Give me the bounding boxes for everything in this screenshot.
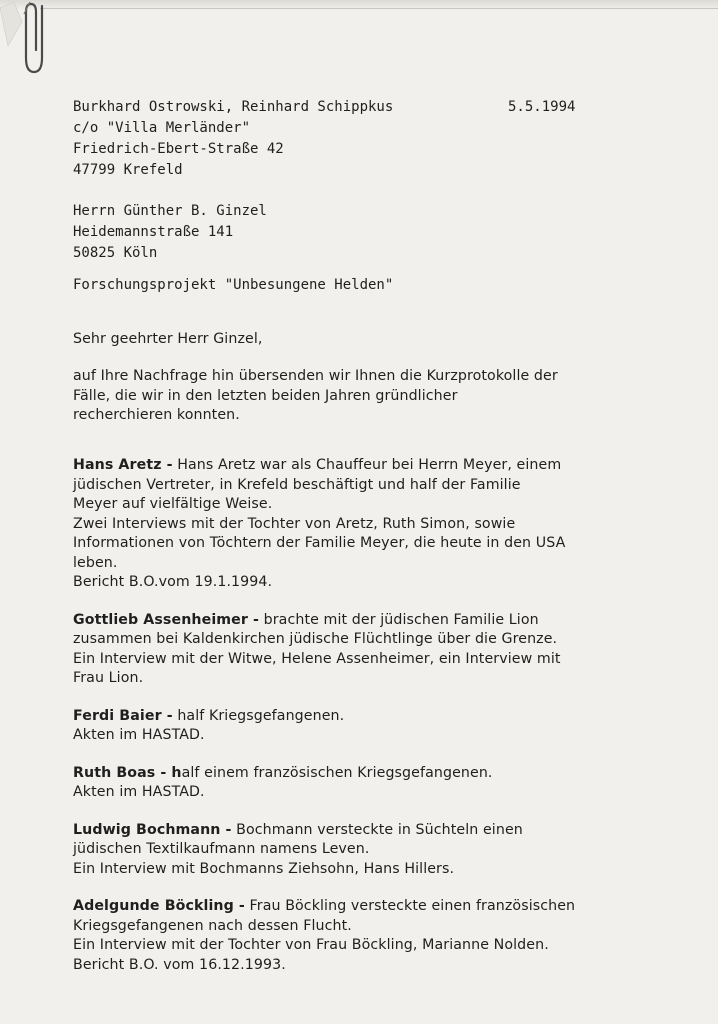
sender-line: Friedrich-Ebert-Straße 42 (73, 141, 284, 157)
intro-line: auf Ihre Nachfrage hin übersenden wir Ihnen die Kurzprotokolle der (73, 368, 558, 384)
salutation: Sehr geehrter Herr Ginzel, (73, 331, 263, 347)
case-entry (73, 764, 598, 803)
case-text: leben. (73, 554, 118, 571)
case-text: Informationen von Töchtern der Familie Meyer, die heute in den USA (73, 535, 566, 551)
case-text: Bochmann versteckte in Süchteln einen (231, 821, 523, 838)
case-text: Bericht B.O. vom 16.12.1993. (73, 956, 286, 973)
case-entry (73, 821, 598, 880)
letter-date: 5.5.1994 (508, 99, 576, 115)
recipient-line: Heidemannstraße 141 (73, 224, 234, 240)
case-text: Ein Interview mit der Tochter von Frau Böckling, Marianne Nolden. (73, 937, 549, 953)
case-text: jüdischen Vertreter, in Krefeld beschäftigt und half der Familie (73, 476, 521, 493)
case-text: Frau Böckling versteckte einen französischen (244, 898, 576, 914)
case-name: Adelgunde Böckling - (73, 898, 245, 914)
recipient-line: 50825 Köln (73, 245, 158, 261)
page-fold-line (40, 8, 718, 9)
case-name: Hans Aretz - (73, 457, 173, 473)
case-first-line (73, 897, 598, 917)
intro-line: recherchieren konnten. (73, 407, 240, 423)
case-text: Bericht B.O.vom 19.1.1994. (73, 574, 273, 590)
case-name: Ruth Boas - h (73, 764, 182, 781)
case-text: Zwei Interviews mit der Tochter von Aretz, Ruth Simon, sowie (73, 515, 516, 532)
sender-line: Burkhard Ostrowski, Reinhard Schippkus (73, 99, 394, 115)
case-text: Kriegsgefangenen nach dessen Flucht. (73, 917, 352, 934)
case-list (73, 456, 598, 993)
case-text: Akten im HASTAD. (73, 784, 205, 800)
case-text: Ein Interview mit der Witwe, Helene Assenheimer, ein Interview mit (73, 650, 561, 667)
case-entry (73, 456, 598, 593)
case-text: Hans Aretz war als Chauffeur bei Herrn Meyer, einem (172, 457, 562, 473)
case-entry (73, 707, 598, 746)
intro-line: Fälle, die wir in den letzten beiden Jahren gründlicher (73, 387, 458, 404)
case-text: Ein Interview mit Bochmanns Ziehsohn, Hans Hillers. (73, 860, 455, 877)
sender-line: c/o "Villa Merländer" (73, 120, 251, 136)
case-first-line (73, 611, 598, 631)
case-first-line (73, 821, 598, 841)
case-text: alf einem französischen Kriegsgefangenen. (181, 764, 493, 781)
case-name: Ferdi Baier - (73, 707, 173, 724)
recipient-address (73, 201, 593, 264)
case-entry (73, 611, 598, 689)
case-first-line (73, 764, 598, 784)
recipient-line: Herrn Günther B. Ginzel (73, 203, 267, 219)
case-entry (73, 897, 598, 975)
case-text: zusammen bei Kaldenkirchen jüdische Flüchtlinge über die Grenze. (73, 631, 558, 647)
case-first-line (73, 456, 598, 476)
case-text: half Kriegsgefangenen. (172, 707, 345, 724)
case-text: brachte mit der jüdischen Familie Lion (259, 611, 539, 628)
case-first-line (73, 707, 598, 727)
case-name: Gottlieb Assenheimer - (73, 611, 260, 628)
paperclip-icon (0, 0, 60, 80)
intro-paragraph (73, 367, 593, 426)
case-text: Frau Lion. (73, 670, 144, 686)
subject-line: Forschungsprojekt "Unbesungene Helden" (73, 277, 394, 293)
case-text: Akten im HASTAD. (73, 727, 205, 743)
case-text: Meyer auf vielfältige Weise. (73, 496, 273, 512)
sender-line: 47799 Krefeld (73, 162, 183, 178)
case-text: jüdischen Textilkaufmann namens Leven. (73, 841, 370, 857)
case-name: Ludwig Bochmann - (73, 821, 232, 838)
